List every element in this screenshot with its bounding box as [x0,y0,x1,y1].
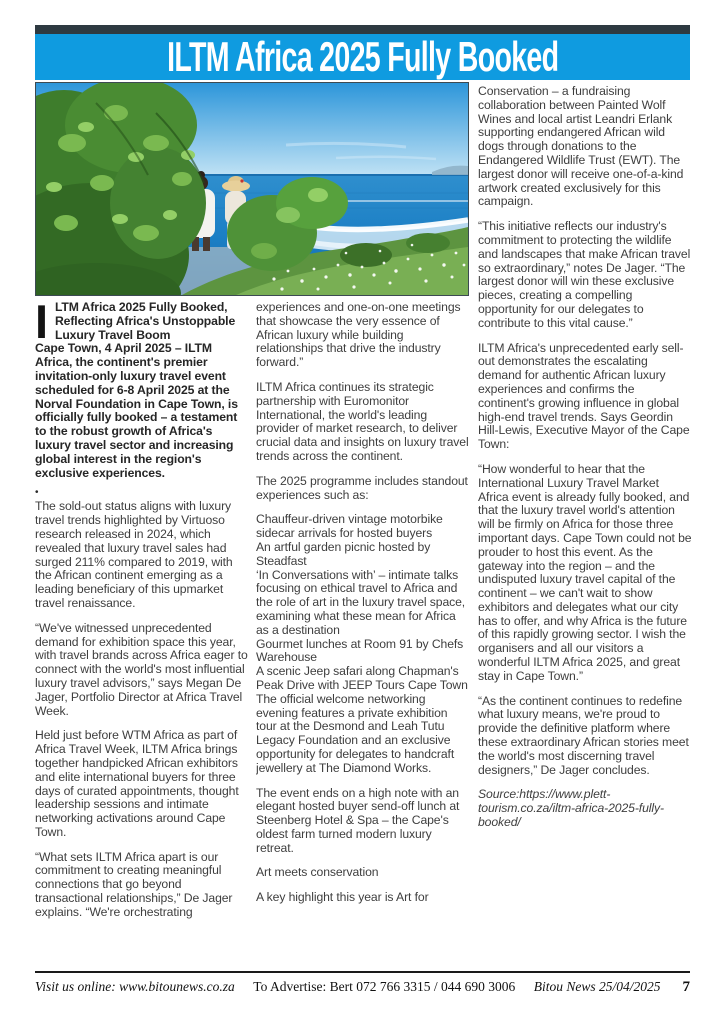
paragraph: Chauffeur-driven vintage motorbike sidecar arrivals for hosted buyers [256,512,443,541]
paragraph: A key highlight this year is Art for [256,890,429,905]
paragraph: ILTM Africa's unprecedented early sell-out demonstrates the escalating demand for authentic African luxury experiences and confirms the continent's growing influence in global high-end travel trends. Says Geordin Hill-Lewis, Executive Mayor of the Cape Town: [478,340,690,452]
article-photo [35,82,469,296]
footer-advertise: To Advertise: Bert 072 766 3315 / 044 690 3006 [253,979,516,994]
paragraph: Gourmet lunches at Room 91 by Chefs Warehouse [256,636,464,665]
coastal-photo-illustration [36,83,468,295]
drop-cap: I [35,301,48,348]
paragraph: Held just before WTM Africa as part of Africa Travel Week, ILTM Africa brings together handpicked African exhibitors and elite international buyers for three days of curated appointments, thought leadership sessions and intimate networking activations around Cape Town. [35,728,239,839]
header-strip [35,25,690,34]
title-banner [35,34,690,80]
paragraph: Conservation – a fundraising collaboration between Painted Wolf Wines and local artist Leandri Erlank supporting endangered African wild dogs through donations to the Endangered Wildlife Trust (EWT). The largest donor will receive one-of-a-kind artwork created exclusively for this campaign. [478,85,684,209]
paragraph: The event ends on a high note with an elegant hosted buyer send-off lunch at Steenberg Hotel & Spa – the Cape's oldest farm turned modern luxury retreat. [256,785,460,855]
paragraph: The sold-out status aligns with luxury travel trends highlighted by Virtuoso research released in 2024, which revealed that luxury travel sales had surged 211% compared to 2019, with the African continent emerging as a leading beneficiary of this upmarket travel renaissance. [35,499,233,610]
paragraph: Source:https://www.plett-tourism.co.za/iltm-africa-2025-fully-booked/ [478,787,664,830]
paragraph: “As the continent continues to redefine what luxury means, we're proud to provide the definitive platform where these extraordinary African stories meet the world's most discerning travel designers,” De Jager concludes. [478,693,689,777]
paragraph: An artful garden picnic hosted by Steadfast [256,539,431,568]
paragraph: “This initiative reflects our industry's commitment to protecting the wildlife and landscapes that make African travel so extraordinary,” notes De Jager. “The largest donor will win these exclusive pieces, creating a compelling opportunity for our delegates to contribute to this vital cause.” [478,219,691,330]
paragraph: • [35,487,39,499]
paragraph: experiences and one-on-one meetings that showcase the very essence of African luxury while building relationships that drive the industry forward.” [256,301,461,370]
paragraph: ‘In Conversations with’ – intimate talks focusing on ethical travel to Africa and the role of art in the luxury travel space, examining what these mean for Africa as a destination [256,567,466,637]
paragraph: A scenic Jeep safari along Chapman's Peak Drive with JEEP Tours Cape Town [256,664,468,692]
page-footer [35,979,690,996]
paragraph: The official welcome networking evening features a private exhibition tour at the Desmond and Leah Tutu Legacy Foundation and an exclusive opportunity for delegates to handcraft jewellery at The Diamond Works. [256,691,455,775]
footer-right [534,979,690,996]
paragraph: Art meets conservation [256,865,379,880]
article-title: ILTM Africa 2025 Fully Booked [166,34,559,80]
paragraph: ILTM Africa 2025 Fully Booked, Reflecting Africa's Unstoppable Luxury Travel Boom [35,301,236,348]
paragraph: Cape Town, 4 April 2025 – ILTM Africa, the continent's premier invitation-only luxury travel event scheduled for 6-8 April 2025 at the Norval Foundation in Cape Town, is officially fully booked – a testament to the robust growth of Africa's luxury travel sector and increasing global interest in the region's exclusive experiences. [35,341,238,480]
footer-edition: Bitou News 25/04/2025 [533,979,661,994]
paragraph: The 2025 programme includes standout experiences such as: [256,473,468,502]
article-column-3 [478,85,692,975]
paragraph: “We've witnessed unprecedented demand for exhibition space this year, with travel brands across Africa eager to connect with the world's most influential luxury travel advisors,” says Megan De Jager, Portfolio Director at Africa Travel Week. [35,620,248,718]
paragraph: “How wonderful to hear that the International Luxury Travel Market Africa event is already fully booked, and that the luxury travel world's attention will be firmly on Africa for those three important days. Cape Town could not be prouder to host this event. As the gateway into the region – and the undisputed luxury travel capital of the continent – we can't wait to show exhibitors and delegates what our city has to offer, and why Africa is the future of this rapidly growing sector. I wish the organisers and all our visitors a wonderful ILTM Africa 2025, and great stay in Cape Town.” [478,461,692,683]
paragraph: ILTM Africa continues its strategic partnership with Euromonitor International, the world's leading provider of market research, to deliver crucial data and insights on luxury travel trends across the continent. [256,379,469,463]
article-column-2 [256,301,470,977]
paragraph: “What sets ILTM Africa apart is our commitment to creating meaningful connections that go beyond transactional relationships,” De Jager explains. “We're orchestrating [35,849,233,919]
article-column-1 [35,301,249,977]
footer-website: Visit us online: www.bitounews.co.za [35,979,235,994]
footer-divider [35,971,690,973]
page-number: 7 [682,979,690,995]
